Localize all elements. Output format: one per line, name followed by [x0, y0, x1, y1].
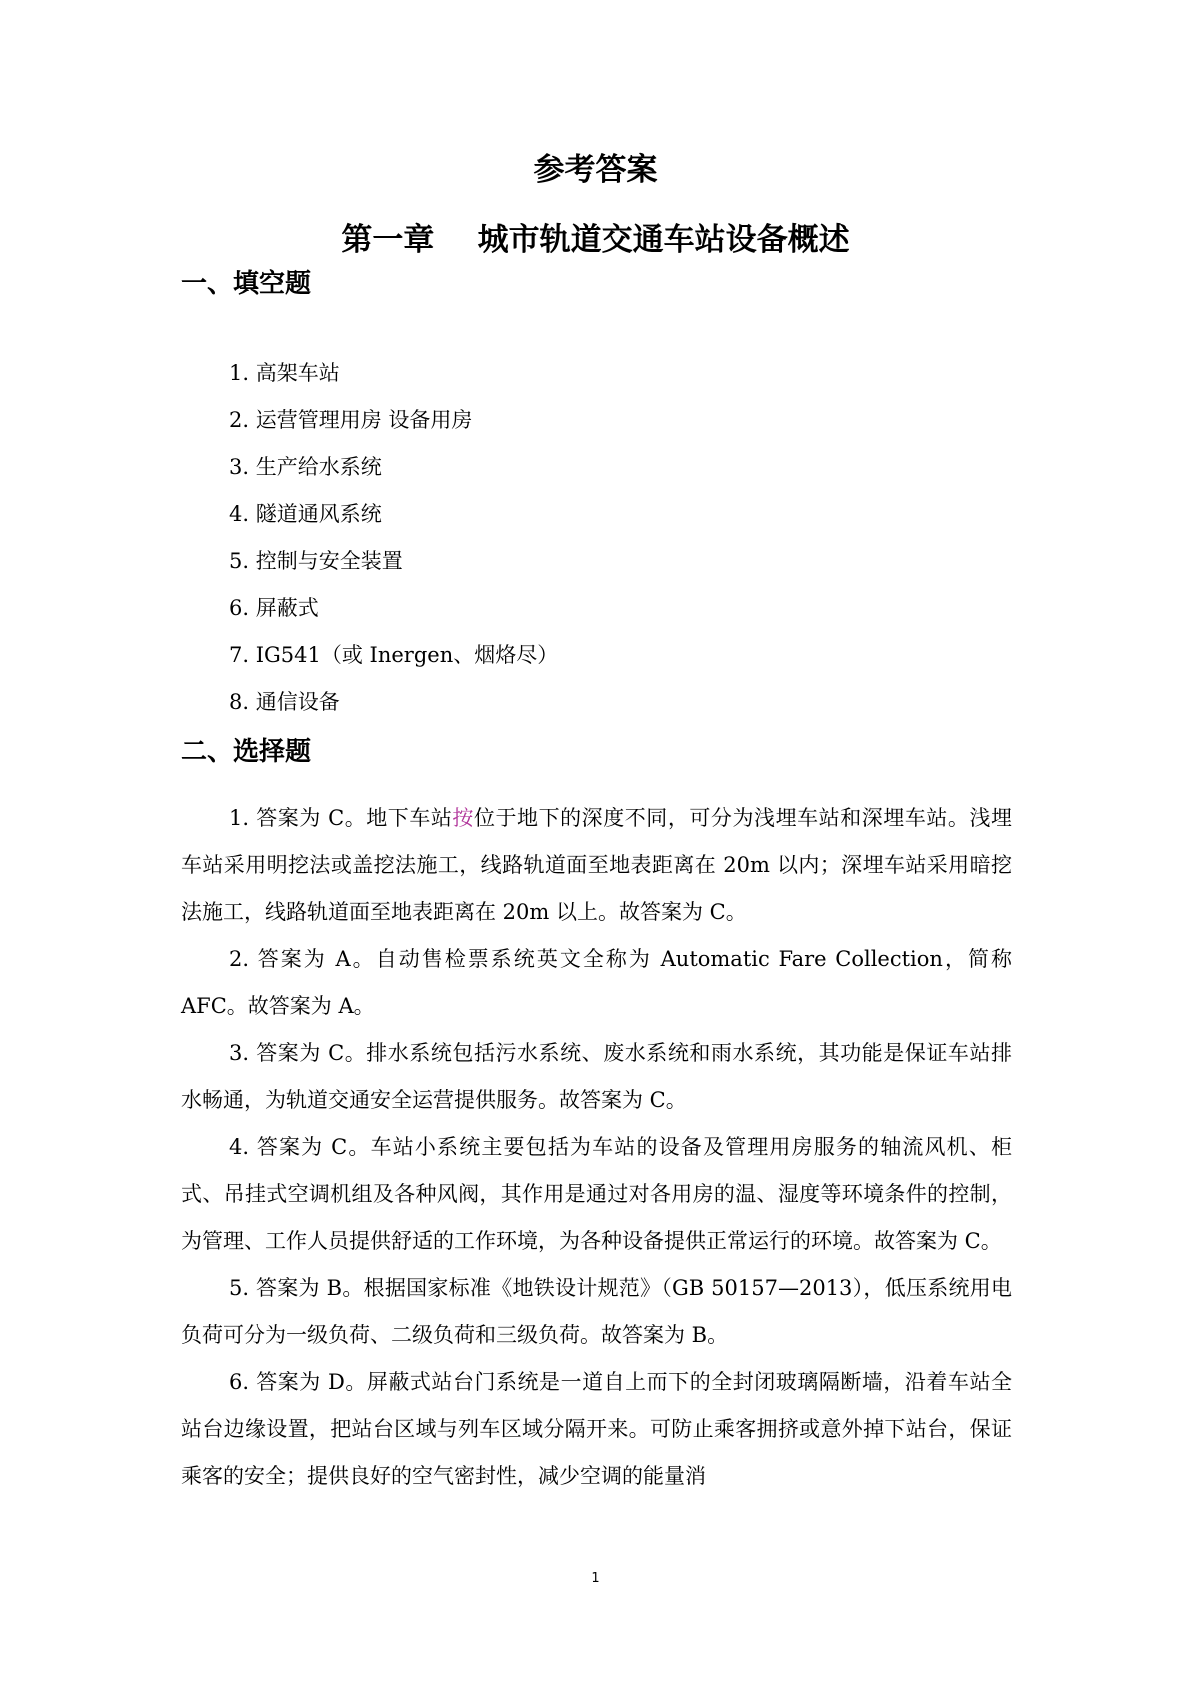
fill-answer-item: 6. 屏蔽式 [229, 596, 319, 620]
section-heading-multiple-choice: 二、选择题 [181, 737, 312, 767]
choice-answer-paragraph: 6. 答案为 D。屏蔽式站台门系统是一道自上而下的全封闭玻璃隔断墙，沿着车站全站台边缘设置，把站台区域与列车区域分隔开来。可防止乘客拥挤或意外掉下站台，保证乘客的安全；提供良好的空气密封性，减少空调的能量消 [181, 1370, 1012, 1488]
page-number: 1 [591, 1571, 600, 1586]
document-title: 参考答案 [533, 152, 658, 188]
section-heading-fill-in-blank: 一、填空题 [181, 269, 312, 299]
fill-answer-item: 5. 控制与安全装置 [229, 549, 403, 573]
fill-answer-item: 3. 生产给水系统 [229, 455, 382, 479]
choice-answer-paragraph [181, 795, 1012, 936]
highlighted-character: 按 [452, 806, 474, 830]
fill-answer-item: 2. 运营管理用房 设备用房 [229, 408, 473, 432]
fill-answer-item: 1. 高架车站 [229, 361, 340, 385]
choice-answer-paragraph: 3. 答案为 C。排水系统包括污水系统、废水系统和雨水系统，其功能是保证车站排水畅通，为轨道交通安全运营提供服务。故答案为 C。 [181, 1041, 1012, 1112]
choice-answer-paragraph: 5. 答案为 B。根据国家标准《地铁设计规范》（GB 50157—2013），低压系统用电负荷可分为一级负荷、二级负荷和三级负荷。故答案为 B。 [181, 1276, 1012, 1347]
choice-answer-paragraph: 2. 答案为 A。自动售检票系统英文全称为 Automatic Fare Collection，简称 AFC。故答案为 A。 [181, 947, 1012, 1018]
answer-text: 1. 答案为 C。地下车站 [229, 806, 453, 830]
fill-answer-item: 8. 通信设备 [229, 690, 340, 714]
fill-in-blank-answer-list [229, 350, 558, 726]
chapter-title: 第一章 城市轨道交通车站设备概述 [341, 222, 850, 258]
fill-answer-item: 4. 隧道通风系统 [229, 502, 382, 526]
answer-text: 位于地下的深度不同，可分为浅埋车站和深埋车站。浅埋车站采用明挖法或盖挖法施工，线路轨道面至地表距离在 20m 以内；深埋车站采用暗挖法施工，线路轨道面至地表距离在 20m 以上。故答案为 C。 [181, 806, 1012, 924]
fill-answer-item: 7. IG541（或 Inergen、烟烙尽） [229, 643, 559, 667]
multiple-choice-answers [181, 795, 1012, 1500]
choice-answer-paragraph: 4. 答案为 C。车站小系统主要包括为车站的设备及管理用房服务的轴流风机、柜式、吊挂式空调机组及各种风阀，其作用是通过对各用房的温、湿度等环境条件的控制，为管理、工作人员提供舒适的工作环境，为各种设备提供正常运行的环境。故答案为 C。 [181, 1135, 1012, 1253]
